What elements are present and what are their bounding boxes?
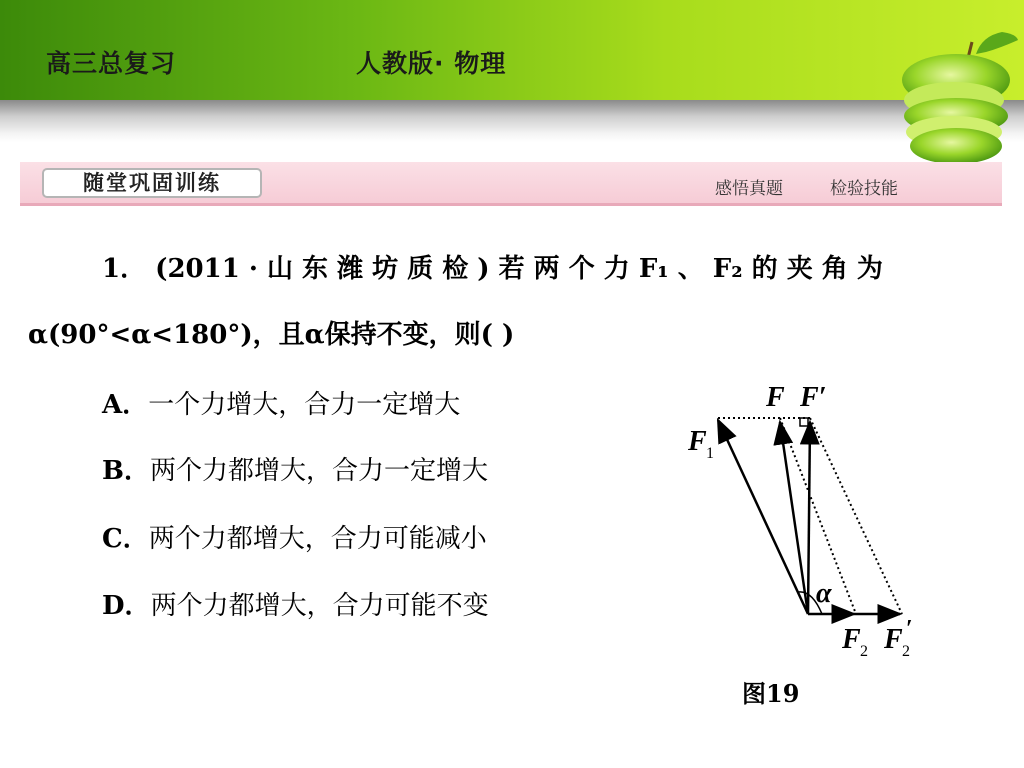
apple-logo-icon xyxy=(890,28,1024,166)
label-f2-prime-sub: 2 xyxy=(902,643,910,660)
vector-fprime xyxy=(808,422,810,614)
option-b-key: B． xyxy=(102,456,150,486)
option-c xyxy=(102,518,487,555)
figure-caption: 图19 xyxy=(742,679,800,708)
option-b-text: 两个力都增大，合力一定增大 xyxy=(149,456,488,486)
option-c-key: C． xyxy=(102,524,149,554)
option-d-text: 两个力都增大，合力可能不变 xyxy=(150,591,489,621)
option-a xyxy=(102,384,460,421)
option-d xyxy=(102,585,489,622)
label-f2-prime: F xyxy=(884,624,903,655)
label-f: F xyxy=(766,382,785,413)
header-shadow xyxy=(0,100,1024,142)
label-f1-sub: 1 xyxy=(706,445,714,462)
label-f2-prime-mark: ′ xyxy=(906,616,913,642)
course-title: 高三总复习 xyxy=(46,49,177,78)
option-d-key: D． xyxy=(102,591,151,621)
option-a-key: A． xyxy=(102,390,149,420)
label-f1: F xyxy=(688,426,707,457)
option-a-text: 一个力增大，合力一定增大 xyxy=(148,390,461,420)
section-label: 随堂巩固训练 xyxy=(42,168,262,198)
question-line-1: 1． (2011 · 山 东 潍 坊 质 检 ) 若 两 个 力 F₁ 、 F₂ 的 夹 角 为 xyxy=(102,254,883,284)
section-tagline-1: 感悟真题 xyxy=(715,179,783,199)
option-b xyxy=(102,450,488,487)
edition-title: 人教版· 物理 xyxy=(356,49,507,78)
section-bar xyxy=(20,162,1002,206)
section-tagline-2: 检验技能 xyxy=(830,179,898,199)
option-c-text: 两个力都增大，合力可能减小 xyxy=(148,524,487,554)
label-alpha: α xyxy=(816,578,832,609)
label-f-prime: F′ xyxy=(800,382,827,413)
question-line-2: α(90°<α<180°)，且α保持不变，则( ) xyxy=(28,320,515,350)
label-f2: F xyxy=(842,624,861,655)
force-diagram xyxy=(680,380,940,670)
label-f2-sub: 2 xyxy=(860,643,868,660)
